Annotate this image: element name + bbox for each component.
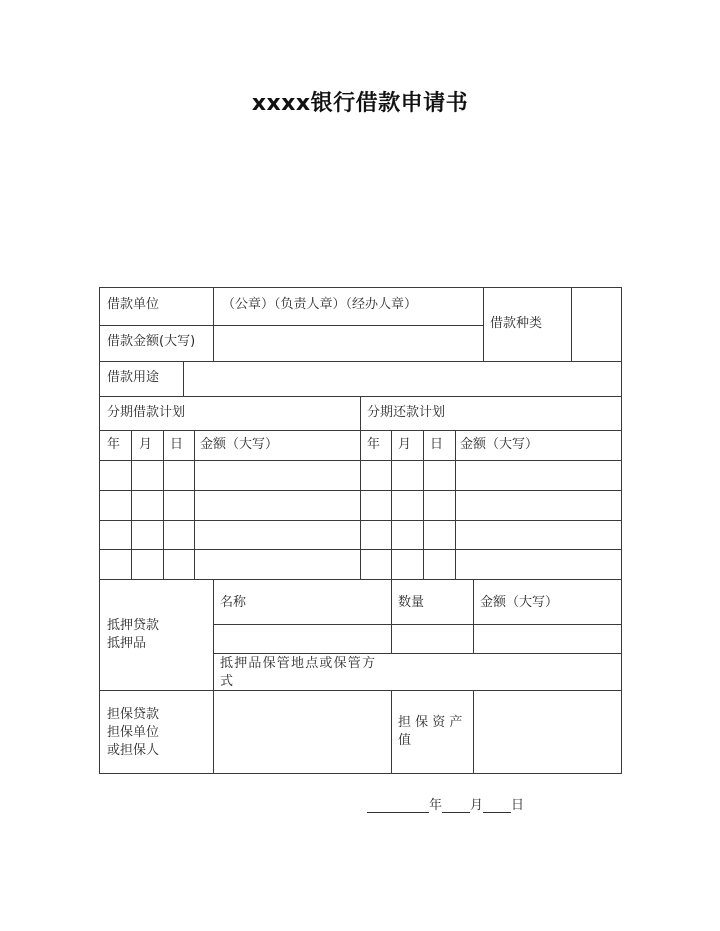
guarantee-asset-value-label: 担 保 资 产 值	[398, 715, 463, 748]
grid-line	[213, 624, 621, 625]
grid-line	[213, 653, 621, 654]
grid-line	[99, 579, 621, 580]
grid-line	[213, 287, 214, 361]
loan-amount-label: 借款金额(大写)	[107, 334, 196, 349]
grid-line	[483, 287, 484, 361]
grid-line	[391, 579, 392, 653]
loan-purpose-label: 借款用途	[107, 370, 160, 385]
grid-line	[571, 287, 572, 361]
guarantor-field[interactable]	[215, 692, 390, 772]
borrow-col-year: 年	[107, 437, 121, 452]
grid-line	[213, 579, 214, 774]
grid-line	[391, 690, 392, 774]
repay-col-month: 月	[398, 437, 412, 452]
page-title: xxxx银行借款申请书	[251, 91, 469, 116]
month-blank[interactable]	[442, 798, 470, 813]
borrow-col-amount: 金额（大写）	[200, 437, 279, 452]
guarantee-label-line1: 担保贷款	[107, 707, 160, 722]
grid-line	[99, 325, 213, 326]
grid-line	[360, 396, 361, 579]
loan-type-field[interactable]	[573, 289, 620, 360]
grid-line	[473, 690, 474, 774]
grid-line	[99, 361, 621, 362]
borrow-col-month: 月	[139, 437, 153, 452]
loan-purpose-field[interactable]	[185, 363, 620, 395]
mortgage-storage-label: 抵押品保管地点或保管方式	[220, 656, 377, 689]
year-label: 年	[429, 798, 443, 813]
repay-col-amount: 金额（大写）	[460, 437, 539, 452]
application-date	[367, 794, 524, 813]
loan-amount-field[interactable]	[215, 327, 482, 360]
grid-line	[391, 430, 392, 579]
repay-col-day: 日	[430, 437, 444, 452]
mortgage-label-line2: 抵押品	[107, 636, 147, 651]
year-blank[interactable]	[367, 798, 429, 813]
grid-line	[131, 430, 132, 579]
mortgage-amount-field[interactable]	[475, 626, 620, 652]
grid-line	[473, 579, 474, 653]
mortgage-name-field[interactable]	[215, 626, 390, 652]
mortgage-amount-label: 金额（大写）	[480, 595, 559, 610]
grid-line	[621, 287, 622, 774]
grid-line	[163, 430, 164, 579]
grid-line	[99, 287, 621, 288]
grid-line	[194, 430, 195, 579]
day-blank[interactable]	[483, 798, 511, 813]
grid-line	[99, 773, 622, 774]
mortgage-storage-field[interactable]	[393, 655, 620, 689]
mortgage-quantity-label: 数量	[398, 595, 425, 610]
grid-line	[455, 430, 456, 579]
guarantee-label-line2: 担保单位	[107, 725, 160, 740]
grid-line	[213, 325, 483, 326]
installment-borrow-label: 分期借款计划	[107, 405, 186, 420]
borrower-unit-label: 借款单位	[107, 297, 160, 312]
mortgage-quantity-field[interactable]	[393, 626, 472, 652]
guarantee-label-line3: 或担保人	[107, 743, 160, 758]
mortgage-name-label: 名称	[220, 595, 247, 610]
guarantee-asset-value-field[interactable]	[475, 692, 620, 772]
loan-type-label: 借款种类	[490, 316, 543, 331]
borrower-unit-seals: （公章）（负责人章）（经办人章）	[222, 297, 418, 312]
month-label: 月	[470, 798, 484, 813]
grid-line	[423, 430, 424, 579]
borrow-col-day: 日	[170, 437, 184, 452]
installment-repay-label: 分期还款计划	[367, 405, 446, 420]
day-label: 日	[511, 798, 525, 813]
repay-col-year: 年	[367, 437, 381, 452]
grid-line	[99, 287, 100, 774]
mortgage-label-line1: 抵押贷款	[107, 618, 160, 633]
grid-line	[183, 361, 184, 396]
